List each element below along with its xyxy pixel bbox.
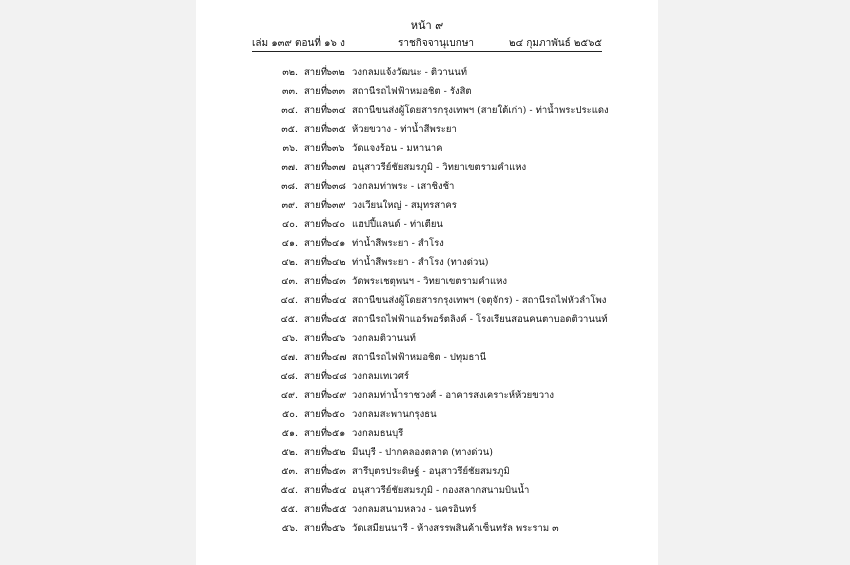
route-label: สายที่ (304, 219, 327, 230)
route-path: วัดแจงร้อน - มหานาค (352, 143, 443, 154)
route-number: ๖๕๐ (326, 409, 346, 420)
route-index: ๔๓. (281, 276, 298, 287)
document-page (196, 0, 658, 565)
route-number: ๖๓๒ (326, 67, 345, 78)
route-row (274, 443, 654, 462)
route-number: ๖๔๔ (326, 295, 347, 306)
route-number: ๖๓๖ (326, 143, 345, 154)
route-index: ๓๗. (281, 162, 298, 173)
route-label: สายที่ (304, 143, 327, 154)
route-label: สายที่ (304, 409, 327, 420)
route-label: สายที่ (304, 390, 327, 401)
route-number: ๖๔๗ (326, 352, 347, 363)
route-path: ท่าน้ำสีพระยา - สำโรง (352, 238, 444, 249)
route-index: ๓๘. (281, 181, 298, 192)
route-label: สายที่ (304, 67, 327, 78)
route-label: สายที่ (304, 504, 327, 515)
route-index: ๔๗. (280, 352, 298, 363)
route-label: สายที่ (304, 86, 327, 97)
route-path: ท่าน้ำสีพระยา - สำโรง (ทางด่วน) (352, 257, 489, 268)
route-label: สายที่ (304, 257, 327, 268)
route-label: สายที่ (304, 314, 327, 325)
route-label: สายที่ (304, 523, 327, 534)
route-path: มีนบุรี - ปากคลองตลาด (ทางด่วน) (352, 447, 493, 458)
route-row (274, 405, 654, 424)
route-number: ๖๔๙ (326, 390, 347, 401)
route-path: วัดพระเชตุพนฯ - วิทยาเขตรามคำแหง (352, 276, 507, 287)
route-number: ๖๔๕ (326, 314, 347, 325)
route-label: สายที่ (304, 485, 327, 496)
route-row (274, 158, 654, 177)
route-label: สายที่ (304, 181, 327, 192)
route-index: ๕๒. (281, 447, 298, 458)
route-index: ๔๐. (281, 219, 298, 230)
route-index: ๓๔. (281, 105, 298, 116)
route-row (274, 329, 654, 348)
route-path: อนุสาวรีย์ชัยสมรภูมิ - กองสลากสนามบินน้ำ (352, 485, 530, 496)
route-row (274, 120, 654, 139)
route-index: ๓๓. (281, 86, 298, 97)
route-index: ๔๖. (281, 333, 298, 344)
route-number: ๖๓๘ (326, 181, 346, 192)
route-index: ๔๔. (280, 295, 298, 306)
route-path: ห้วยขวาง - ท่าน้ำสีพระยา (352, 124, 457, 135)
route-label: สายที่ (304, 371, 327, 382)
route-index: ๔๕. (280, 314, 298, 325)
route-index: ๓๙. (281, 200, 298, 211)
route-index: ๔๒. (281, 257, 298, 268)
route-label: สายที่ (304, 200, 327, 211)
route-label: สายที่ (304, 105, 327, 116)
route-number: ๖๕๑ (326, 428, 346, 439)
route-path: อนุสาวรีย์ชัยสมรภูมิ - วิทยาเขตรามคำแหง (352, 162, 527, 173)
route-row (274, 215, 654, 234)
route-label: สายที่ (304, 352, 327, 363)
route-row (274, 253, 654, 272)
route-number: ๖๔๘ (326, 371, 347, 382)
route-row (274, 196, 654, 215)
route-index: ๕๔. (280, 485, 298, 496)
route-label: สายที่ (304, 162, 327, 173)
route-number: ๖๓๙ (326, 200, 346, 211)
route-row (274, 101, 654, 120)
route-number: ๖๔๓ (326, 276, 346, 287)
route-number: ๖๔๒ (326, 257, 346, 268)
route-row (274, 462, 654, 481)
route-row (274, 139, 654, 158)
route-row (274, 500, 654, 519)
route-label: สายที่ (304, 276, 327, 287)
route-number: ๖๔๐ (326, 219, 346, 230)
route-index: ๔๙. (280, 390, 298, 401)
route-path: สถานีขนส่งผู้โดยสารกรุงเทพฯ (จตุจักร) - สถานีรถไฟหัวลำโพง (352, 295, 607, 306)
route-number: ๖๕๔ (326, 485, 347, 496)
route-row (274, 63, 654, 82)
route-row (274, 177, 654, 196)
route-index: ๔๘. (280, 371, 298, 382)
route-path: วงกลมสะพานกรุงธน (352, 409, 437, 420)
route-index: ๕๓. (281, 466, 298, 477)
route-label: สายที่ (304, 428, 327, 439)
route-index: ๕๕. (280, 504, 298, 515)
route-index: ๕๐. (281, 409, 298, 420)
route-row (274, 272, 654, 291)
route-label: สายที่ (304, 124, 327, 135)
route-number: ๖๕๖ (326, 523, 346, 534)
route-path: วงกลมแจ้งวัฒนะ - ติวานนท์ (352, 67, 467, 78)
volume-issue: เล่ม ๑๓๙ ตอนที่ ๑๖ ง (252, 38, 345, 49)
route-path: สถานีรถไฟฟ้าหมอชิต - รังสิต (352, 86, 472, 97)
route-number: ๖๓๓ (326, 86, 346, 97)
route-path: สถานีรถไฟฟ้าแอร์พอร์ตลิงค์ - โรงเรียนสอนคนตาบอดติวานนท์ (352, 314, 608, 325)
journal-name: ราชกิจจานุเบกษา (398, 38, 475, 49)
route-row (274, 310, 654, 329)
route-path: วงเวียนใหญ่ - สมุทรสาคร (352, 200, 457, 211)
route-path: วงกลมสนามหลวง - นครอินทร์ (352, 504, 477, 515)
route-path: สารีบุตรประดิษฐ์ - อนุสาวรีย์ชัยสมรภูมิ (352, 466, 510, 477)
route-number: ๖๕๕ (326, 504, 347, 515)
route-path: วงกลมท่าน้ำราชวงศ์ - อาคารสงเคราะห์ห้วยขวาง (352, 390, 555, 401)
route-index: ๓๖. (282, 143, 298, 154)
route-path: สถานีขนส่งผู้โดยสารกรุงเทพฯ (สายใต้เก่า) - ท่าน้ำพระประแดง (352, 105, 609, 116)
publication-date: ๒๔ กุมภาพันธ์ ๒๕๖๕ (509, 38, 602, 49)
route-path: แฮปปี้แลนด์ - ท่าเตียน (352, 219, 443, 230)
route-row (274, 424, 654, 443)
route-path: สถานีรถไฟฟ้าหมอชิต - ปทุมธานี (352, 352, 487, 363)
route-path: วงกลมติวานนท์ (352, 333, 416, 344)
route-path: วงกลมท่าพระ - เสาชิงช้า (352, 181, 455, 192)
page-number: หน้า ๙ (410, 19, 444, 32)
header-rule (252, 51, 602, 52)
route-label: สายที่ (304, 466, 327, 477)
route-path: วงกลมธนบุรี (352, 428, 404, 439)
route-path: วัดเสมียนนารี - ห้างสรรพสินค้าเซ็นทรัล พระราม ๓ (352, 523, 559, 534)
route-number: ๖๓๗ (326, 162, 346, 173)
route-index: ๔๑. (281, 238, 298, 249)
route-row (274, 481, 654, 500)
route-index: ๕๖. (281, 523, 298, 534)
route-number: ๖๔๖ (326, 333, 346, 344)
route-row (274, 348, 654, 367)
route-label: สายที่ (304, 238, 327, 249)
route-row (274, 386, 654, 405)
route-index: ๓๒. (282, 67, 298, 78)
route-list (274, 63, 654, 538)
route-row (274, 234, 654, 253)
route-path: วงกลมเทเวศร์ (352, 371, 410, 382)
route-number: ๖๔๑ (326, 238, 346, 249)
route-number: ๖๕๒ (326, 447, 346, 458)
route-label: สายที่ (304, 447, 327, 458)
route-number: ๖๕๓ (326, 466, 346, 477)
route-label: สายที่ (304, 333, 327, 344)
route-index: ๓๕. (281, 124, 298, 135)
route-label: สายที่ (304, 295, 327, 306)
route-row (274, 367, 654, 386)
page-header (252, 36, 602, 50)
route-number: ๖๓๕ (326, 124, 346, 135)
route-row (274, 291, 654, 310)
route-row (274, 82, 654, 101)
route-number: ๖๓๔ (326, 105, 346, 116)
route-index: ๕๑. (281, 428, 298, 439)
route-row (274, 519, 654, 538)
